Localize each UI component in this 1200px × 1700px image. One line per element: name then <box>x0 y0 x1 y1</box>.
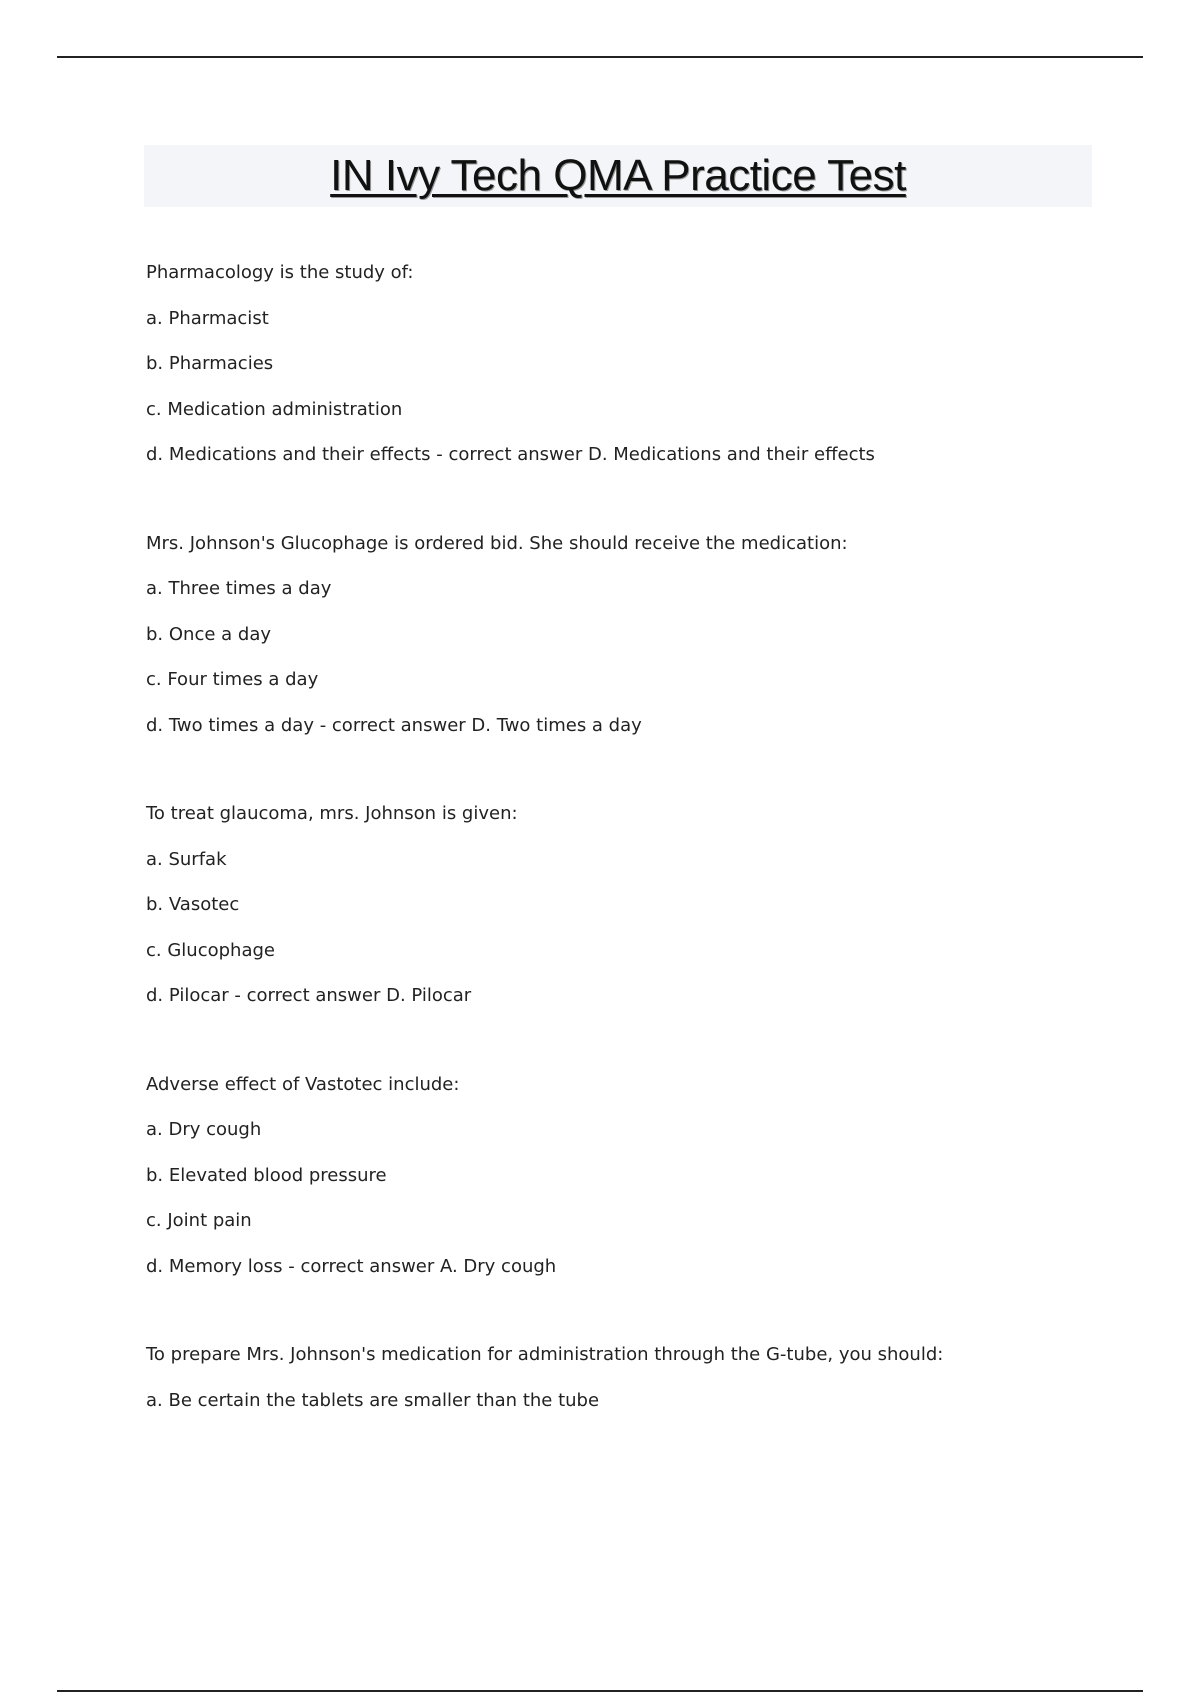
answer-option-with-correct-answer: d. Medications and their effects - correct answer D. Medications and their effects <box>146 444 875 465</box>
bottom-rule <box>57 1690 1143 1692</box>
answer-option: b. Pharmacies <box>146 353 274 374</box>
answer-option-with-correct-answer: d. Two times a day - correct answer D. Two times a day <box>146 714 642 736</box>
question-block <box>146 1062 1146 1290</box>
answer-option: b. Once a day <box>146 623 271 645</box>
answer-option-with-correct-answer: d. Memory loss - correct answer A. Dry cough <box>146 1255 557 1277</box>
answer-option: a. Surfak <box>146 848 227 870</box>
question-block <box>146 1332 1146 1423</box>
question-block <box>146 250 1146 478</box>
answer-option: c. Four times a day <box>146 669 319 690</box>
answer-option: a. Three times a day <box>146 578 332 599</box>
document-title: IN Ivy Tech QMA Practice Test <box>330 151 906 200</box>
top-rule <box>57 56 1143 58</box>
question-prompt: Mrs. Johnson's Glucophage is ordered bid. She should receive the medication: <box>146 532 848 554</box>
title-banner <box>144 145 1092 207</box>
answer-option: c. Joint pain <box>146 1210 252 1231</box>
answer-option: c. Medication administration <box>146 398 403 420</box>
question-prompt: Pharmacology is the study of: <box>146 262 414 283</box>
question-block <box>146 521 1146 749</box>
question-prompt: Adverse effect of Vastotec include: <box>146 1073 460 1095</box>
answer-option: c. Glucophage <box>146 939 275 961</box>
answer-option: a. Dry cough <box>146 1119 262 1140</box>
question-block <box>146 791 1146 1019</box>
question-prompt: To treat glaucoma, mrs. Johnson is given: <box>146 803 518 824</box>
question-prompt: To prepare Mrs. Johnson's medication for administration through the G-tube, you should: <box>146 1344 944 1365</box>
answer-option: b. Vasotec <box>146 894 240 915</box>
answer-option-with-correct-answer: d. Pilocar - correct answer D. Pilocar <box>146 985 472 1006</box>
answer-option: b. Elevated blood pressure <box>146 1164 387 1186</box>
answer-option: a. Pharmacist <box>146 307 269 329</box>
question-list <box>146 250 1146 1466</box>
answer-option: a. Be certain the tablets are smaller than the tube <box>146 1389 600 1411</box>
